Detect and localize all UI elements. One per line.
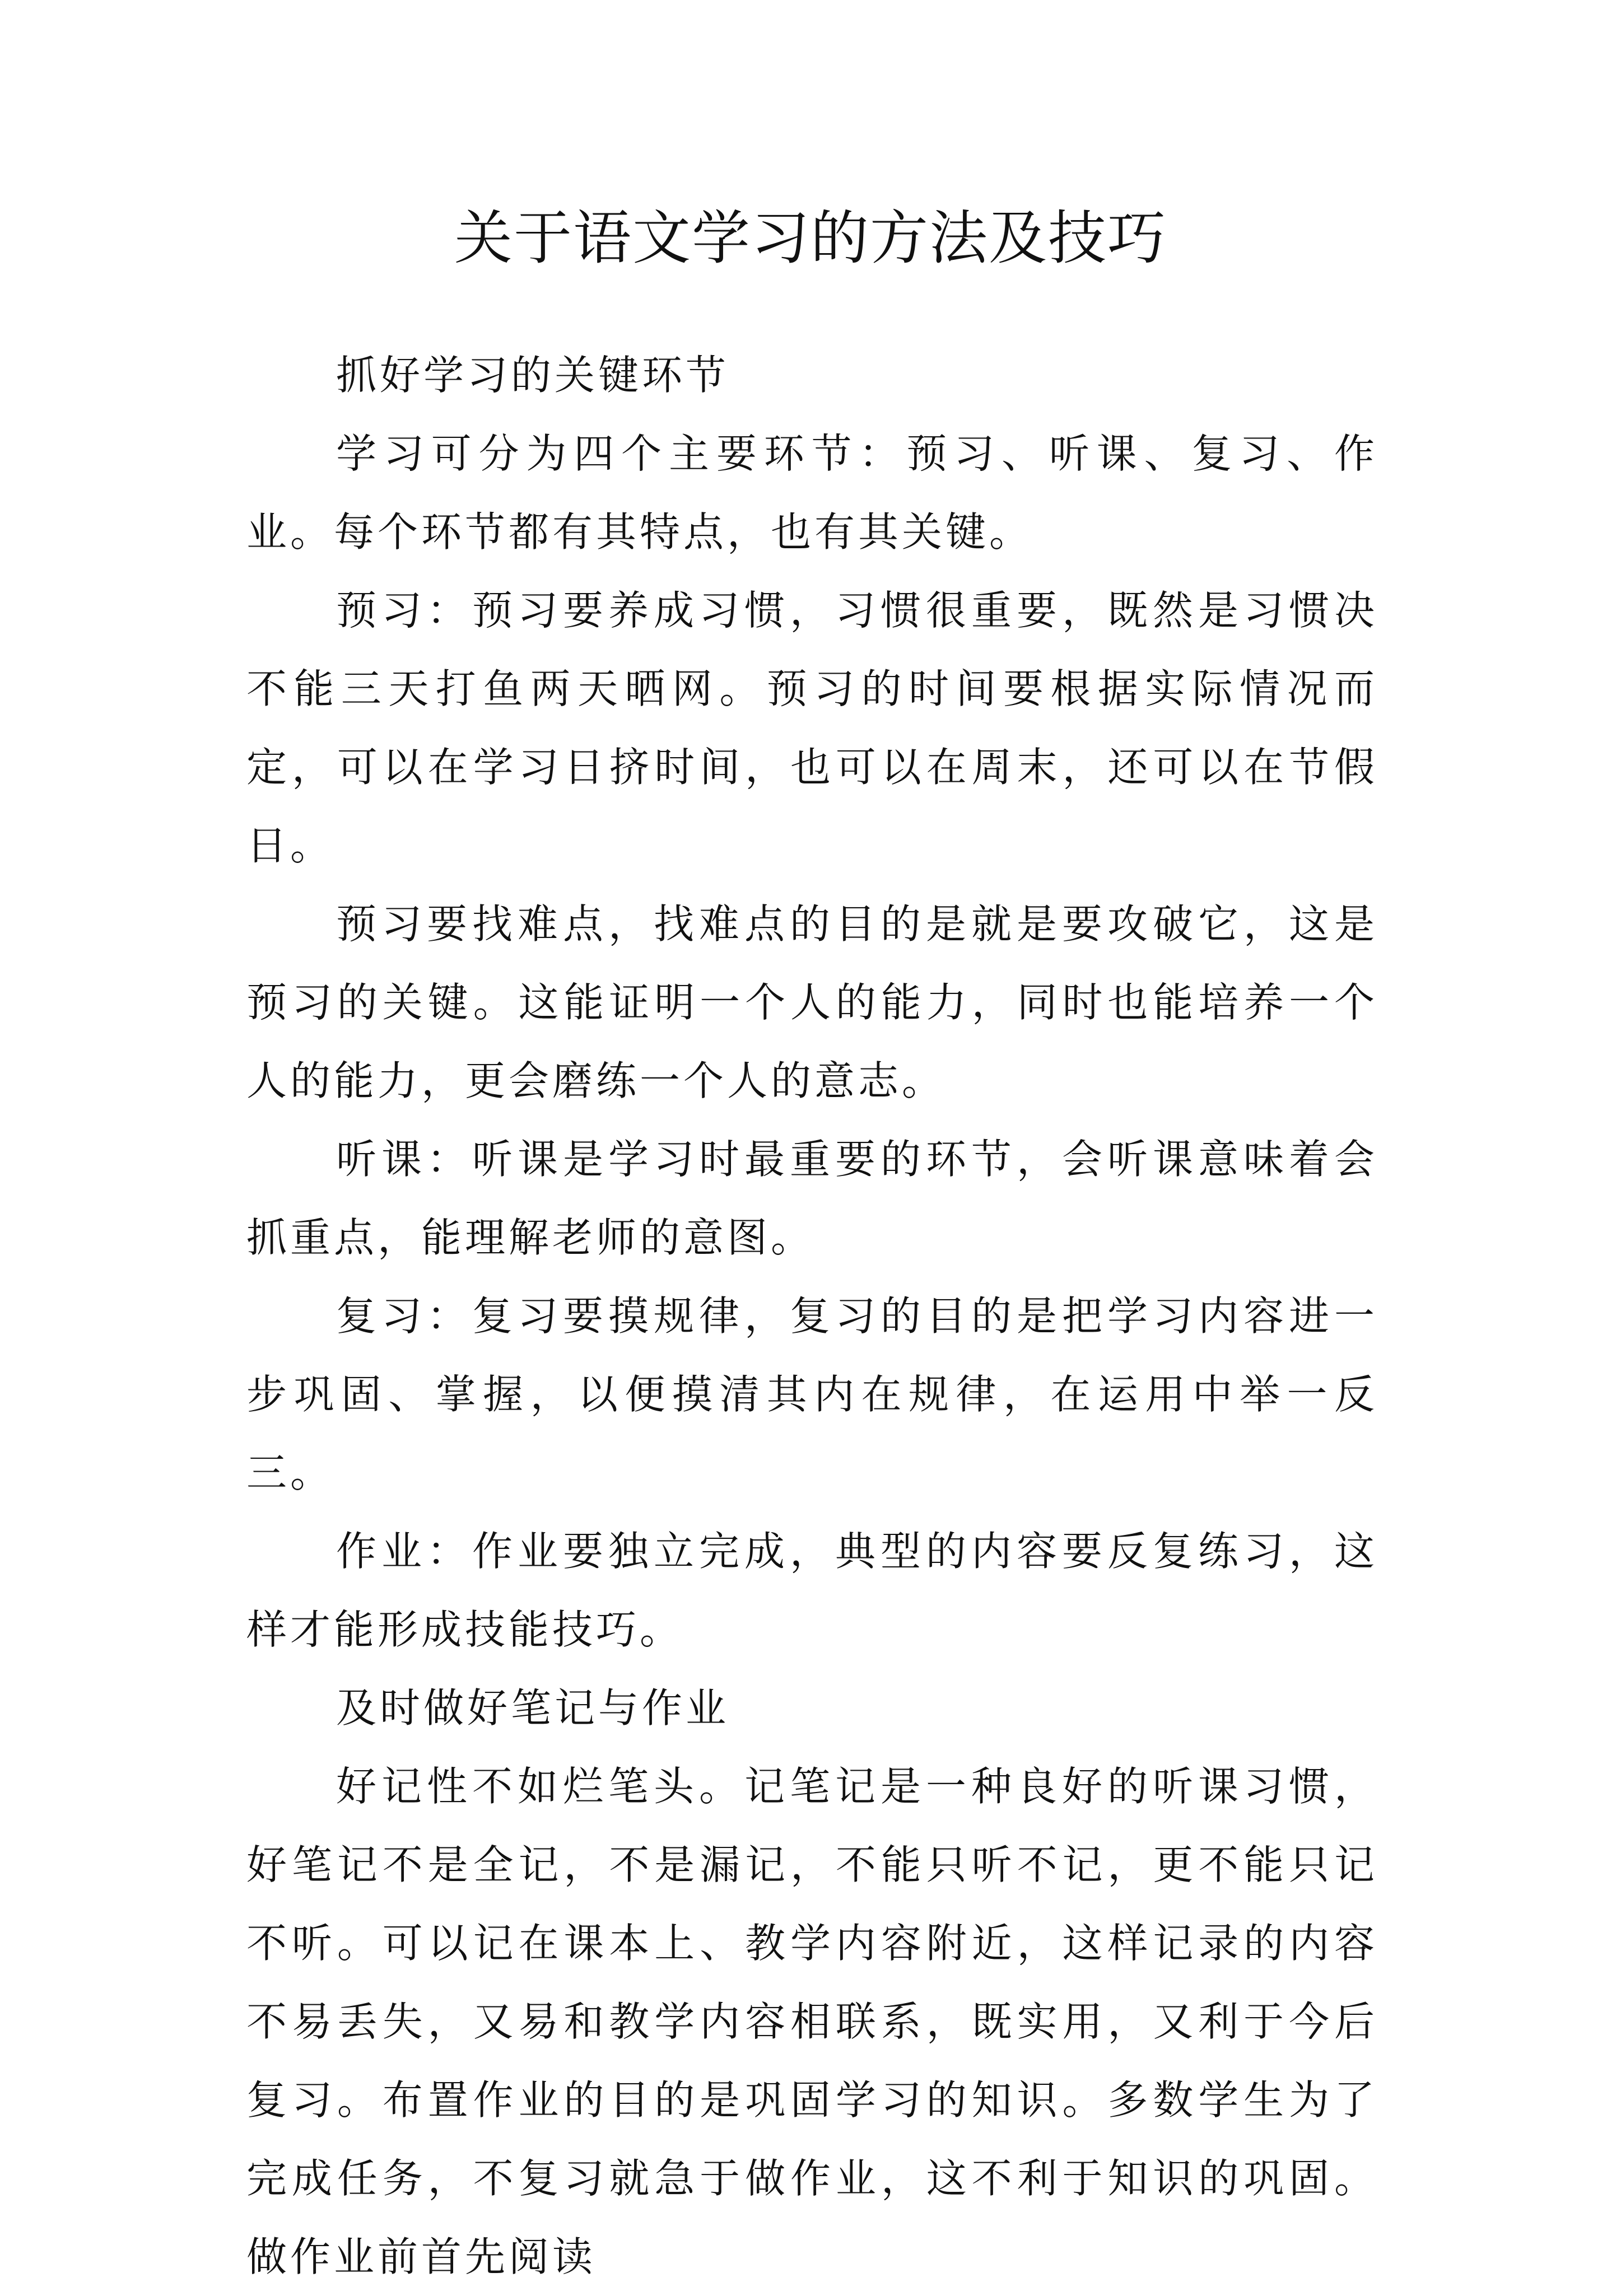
section-heading: 及时做好笔记与作业 — [336, 1684, 730, 1732]
document-body — [246, 336, 1378, 2296]
paragraph: 复习：复习要摸规律，复习的目的是把学习内容进一步巩固、掌握，以便摸清其内在规律，在运用中举一反三。 — [246, 1292, 1378, 1496]
paragraph: 预习要找难点，找难点的目的是就是要攻破它，这是预习的关键。这能证明一个人的能力，同时也能培养一个人的能力，更会磨练一个人的意志。 — [246, 900, 1378, 1104]
paragraph: 听课：听课是学习时最重要的环节，会听课意味着会抓重点，能理解老师的意图。 — [246, 1136, 1378, 1261]
paragraph: 作业：作业要独立完成，典型的内容要反复练习，这样才能形成技能技巧。 — [246, 1528, 1378, 1653]
paragraph: 预习：预习要养成习惯，习惯很重要，既然是习惯决不能三天打鱼两天晒网。预习的时间要根据实际情况而定，可以在学习日挤时间，也可以在周末，还可以在节假日。 — [246, 587, 1378, 869]
section-heading: 抓好学习的关键环节 — [336, 352, 730, 399]
page-title: 关于语文学习的方法及技巧 — [454, 204, 1167, 272]
paragraph: 好记性不如烂笔头。记笔记是一种良好的听课习惯，好笔记不是全记，不是漏记，不能只听不记，更不能只记不听。可以记在课本上、教学内容附近，这样记录的内容不易丢失，又易和教学内容相联系，既实用，又利于今后复习。布置作业的目的是巩固学习的知识。多数学生为了完成任务，不复习就急于做作业，这不利于知识的巩固。做作业前首先阅读 — [246, 1763, 1378, 2280]
paragraph: 学习可分为四个主要环节：预习、听课、复习、作业。每个环节都有其特点，也有其关键。 — [246, 430, 1378, 556]
